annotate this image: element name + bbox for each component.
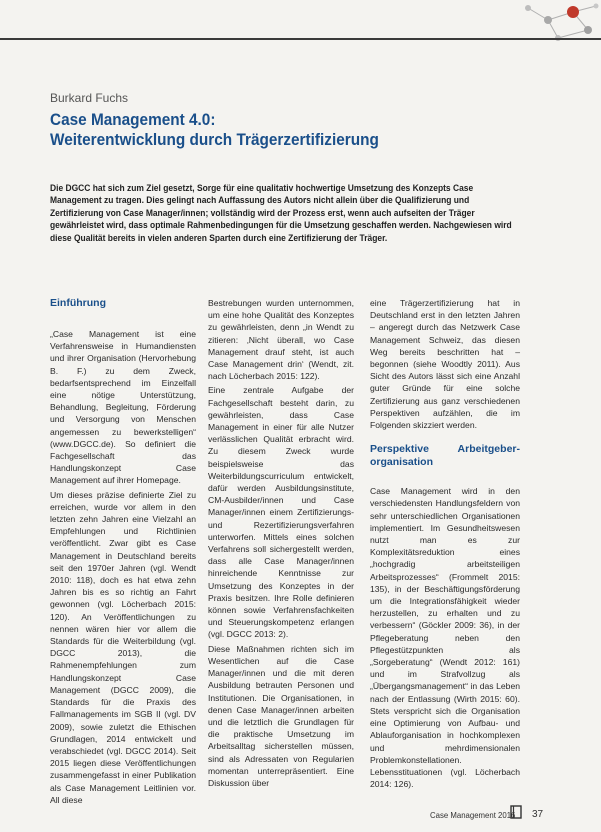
- column-2: [208, 297, 354, 791]
- paragraph: Eine zentrale Aufgabe der Fachgesellschaft besteht darin, zu gewährleisten, dass Case Management in einer für alle Nutzer verlässlichen Qualität erbracht wird. Zu diesem Zweck wurde beispielsweise das Weiterbildungscurriculum entwickelt, dafür werden Ausbildungsinstitute, CM-Ausbilder/innen und Case Manager/innen einem Zertifizierungs- und Rezertifizierungsverfahren unterworfen. Mittels eines solchen Verfahrens soll sichergestellt werden, dass alle Case Manager/innen hinreichende Kenntnisse zur Umsetzung des Konzeptes in der Praxis besitzen. Ihre Rolle definieren können sowie Verfahrensfachkeiten und Steuerungskompetenz erlangen (vgl. DGCC 2013: 2).: [208, 385, 354, 640]
- paragraph: Diese Maßnahmen richten sich im Wesentlichen auf die Case Manager/innen und die mit deren Ausbildung betrauten Personen und Institutionen. Die Organisationen, in denen Case Manager/innen arbeiten und die letztlich die Grundlagen für die praktische Umsetzung im Arbeitsalltag sicherstellen müssen, sind als Adressaten von Regularien momentan unterrepräsentiert. Eine Diskussion über: [208, 643, 354, 788]
- paragraph: Bestrebungen wurden unternommen, um eine hohe Qualität des Konzeptes zu gewährleisten, denn „in Wendt zu zitieren: ‚Nicht überall, wo Case Management drauf steht, ist auch Case Management drin‘ (Wendt, zit. nach Löcherbach 2015: 122).: [208, 298, 354, 382]
- column-3: [370, 297, 520, 792]
- book-icon: [510, 805, 522, 819]
- title-line-2: Weiterentwicklung durch Trägerzertifizierung: [50, 131, 379, 149]
- header-rule: [0, 38, 601, 40]
- lead-paragraph: Die DGCC hat sich zum Ziel gesetzt, Sorge für eine qualitativ hochwertige Umsetzung des Konzepts Case Management zu tragen. Dies gelingt nach Auffassung des Autors nicht allein über die Qualifizierung und Zertifizierung von Case Manager/innen; vollständig wird der Prozess erst, wenn auch aufseiten der Träger gewährleistet wird, dass optimale Rahmenbedingungen für die Umsetzung geschaffen werden. Nachgewiesen wird diese Qualität bereits in vielen anderen Sparten durch eine Zertifizierung der Träger.: [50, 183, 512, 243]
- column-1: [50, 297, 196, 808]
- section-heading-arbeitgeber: Perspektive Arbeitgeber-organisation: [370, 443, 520, 469]
- paragraph: Case Management wird in den verschiedensten Handlungsfeldern von sehr unterschiedlichen Organisationen implementiert. Im Gesundheitswesen nutzt man es zur Komplexitätsreduktion eines „hochgradig arbeitsteiligen Arbeitsprozesses“ (Frommelt 2015: 135), in der Beschäftigungsförderung um die Integrationsfähigkeit wieder herzustellen, zu erhalten und zu verbessern“ (Göckler 2009: 36), in der Pflegeberatung neben den Pflegestützpunkten als „Sorgeberatung“ (Wendt 2012: 161) und im Strafvollzug als „Übergangsmanagement“ in das Leben nach der Entlassung (Wirth 2015: 60). Stets verspricht sich die Organisation eine Optimierung von Aufbau- und Ablauforganisation in hochkomplexen und mehrdimensionalen Problemkonstellationen. Lebensstituationen (vgl. Löcherbach 2014: 126).: [370, 486, 520, 790]
- paragraph: Um dieses präzise definierte Ziel zu erreichen, wurde vor allem in den letzten zehn Jahren eine Vielzahl an Empfehlungen und Richtlinien veröffentlicht. Zwar gibt es Case Management in Deutschland bereits seit den 1970er Jahren (vgl. Wendt 2010: 118), doch es hat etwa zehn Jahren bis es so richtig an Fahrt gewonnen (vgl. Löcherbach 2015: 120). An Veröffentlichungen zu nennen wären hier vor allem die Standards für die Weiterbildung (vgl. DGCC 2013), die Rahmenempfehlungen zum Handlungskonzept Case Management (DGCC 2009), die Standards für die Praxis des Fallmanagements im SGB II (vgl. DV 2009), sowie zuletzt die Ethischen Grundlagen, 2014 entwickelt und verabschiedet (vgl. DGCC 2014). Seit 2015 liegen diese Veröffentlichungen zusammengefasst in einer Publikation als Case Management Leitlinien vor. All diese: [50, 489, 196, 805]
- page-number: 37: [532, 809, 544, 820]
- article-title: [50, 110, 478, 150]
- footer-journal: Case Management 2016: [430, 811, 516, 820]
- section-heading-einfuehrung: Einführung: [50, 297, 106, 309]
- paragraph: „Case Management ist eine Verfahrensweise in Humandiensten und ihrer Organisation (Hervorhebung B. F.) zu dem Zweck, bedarfsentsprechend im Einzelfall eine nötige Unterstützung, Behandlung, Begleitung, Förderung und Versorgung von Menschen angemessen zu bewerkstelligen“ (www.DGCC.de). So definiert die Fachgesellschaft das Handlungskonzept Case Management auf ihrer Homepage.: [50, 329, 196, 486]
- title-line-1: Case Management 4.0:: [50, 111, 216, 129]
- paragraph: eine Trägerzertifizierung hat in Deutschland erst in den letzten Jahren – angeregt durch das Netzwerk Case Management Schweiz, das diesen Weg bereits beschritten hat – begonnen (siehe Woodtly 2011). Aus Sicht des Autors lässt sich eine Anzahl guter Gründe für eine solche Zertifizierung aus ganz verschiedenen Perspektiven aufzählen, die im Folgenden skizziert werden.: [370, 298, 520, 431]
- author-name: Burkard Fuchs: [50, 91, 129, 105]
